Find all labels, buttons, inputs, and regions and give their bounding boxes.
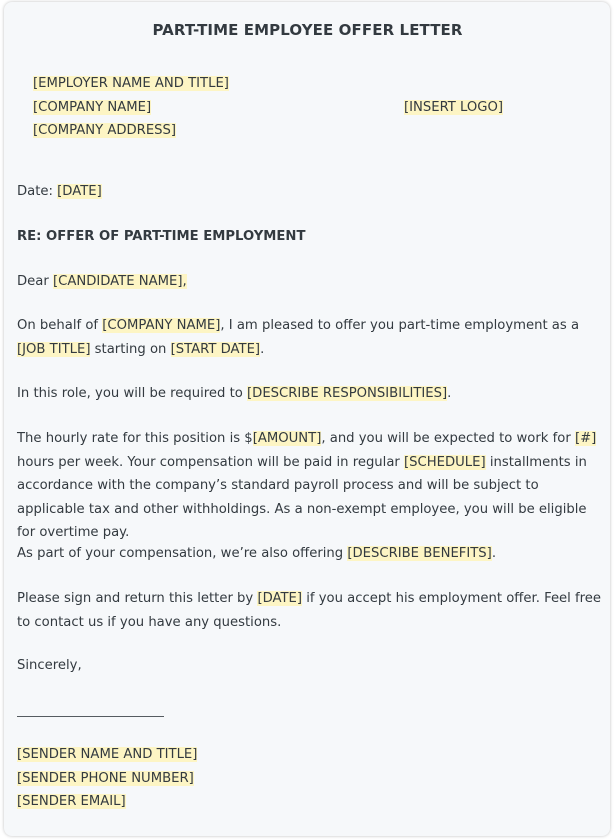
sender-phone-field: [SENDER PHONE NUMBER] <box>17 771 194 786</box>
company-address-field: [COMPANY ADDRESS] <box>33 123 177 138</box>
logo-placeholder: [INSERT LOGO] <box>404 100 504 115</box>
company-name-field: [COMPANY NAME] <box>33 100 152 115</box>
paragraph-compensation: The hourly rate for this position is $[AMOUNT], and you will be expected to work for [#] hours per week. Your compensation will be paid in regular [SCHEDULE] installments in accordance with the company’s standard payroll process and will be subject to applicable tax and other withholdings. As a non-exempt employee, you will be eligible for overtime pay. <box>17 431 597 540</box>
paragraph-responsibilities: In this role, you will be required to [DESCRIBE RESPONSIBILITIES]. <box>17 386 452 401</box>
employer-name-field: [EMPLOYER NAME AND TITLE] <box>33 76 229 91</box>
paragraph-benefits: As part of your compensation, we’re also offering [DESCRIBE BENEFITS]. <box>17 546 497 561</box>
sender-email-field: [SENDER EMAIL] <box>17 794 126 809</box>
document-title: PART-TIME EMPLOYEE OFFER LETTER <box>152 21 463 39</box>
re-line: RE: OFFER OF PART-TIME EMPLOYMENT <box>17 229 306 244</box>
date-line: Date: [DATE] <box>17 184 102 199</box>
sender-name-field: [SENDER NAME AND TITLE] <box>17 747 198 762</box>
signature-line <box>17 716 164 717</box>
paragraph-return: Please sign and return this letter by [DATE] if you accept his employment offer. Feel free to contact us if you have any questions. <box>17 591 602 630</box>
greeting: Dear [CANDIDATE NAME], <box>17 274 187 289</box>
paragraph-offer: On behalf of [COMPANY NAME], I am pleased to offer you part-time employment as a [JOB TITLE] starting on [START DATE]. <box>17 318 580 357</box>
closing: Sincerely, <box>17 658 82 673</box>
